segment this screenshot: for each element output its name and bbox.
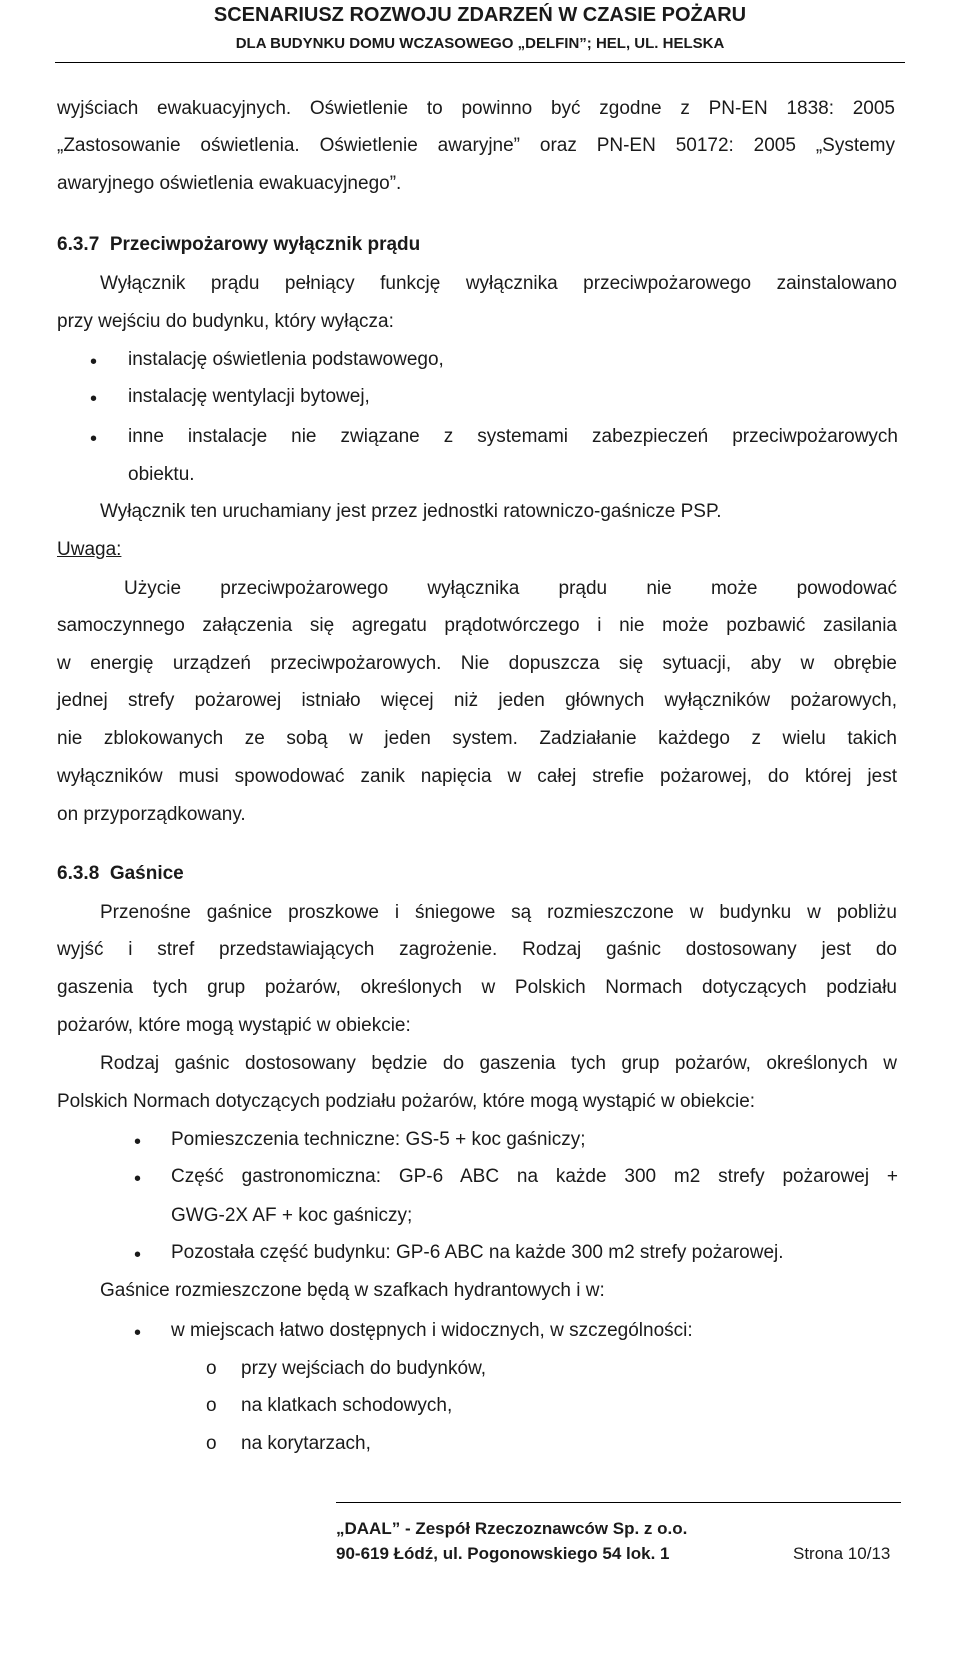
section-6-3-8-paragraph-line: pożarów, które mogą wystąpić w obiekcie:	[57, 1015, 411, 1036]
section-6-3-8-paragraph-line: Przenośne gaśnice proszkowe i śniegowe są rozmieszczone w budynku w pobliżu	[100, 902, 897, 923]
list-item: Pozostała część budynku: GP-6 ABC na każde 300 m2 strefy pożarowej.	[171, 1242, 784, 1263]
sub-list-marker: o	[206, 1433, 217, 1454]
note-line: nie zblokowanych ze sobą w jeden system. Zadziałanie każdego z wielu takich	[57, 728, 897, 749]
section-heading-6-3-8: 6.3.8 Gaśnice	[57, 863, 184, 884]
list-bullet: •	[90, 428, 98, 450]
list-item: inne instalacje nie związane z systemami zabezpieczeń przeciwpożarowych	[128, 426, 898, 447]
section-6-3-8-paragraph-line: gaszenia tych grup pożarów, określonych w Polskich Normach dotyczących podziału	[57, 977, 897, 998]
note-line: jednej strefy pożarowej istniało więcej niż jeden głównych wyłączników pożarowych,	[57, 690, 897, 711]
sub-list-item: na klatkach schodowych,	[241, 1395, 453, 1416]
section-6-3-8-paragraph-2-line: Polskich Normach dotyczących podziału pożarów, które mogą wystąpić w obiekcie:	[57, 1091, 756, 1112]
note-line: Użycie przeciwpożarowego wyłącznika prądu nie może powodować	[124, 578, 897, 599]
list-item: instalację wentylacji bytowej,	[128, 386, 370, 407]
list-bullet: •	[90, 351, 98, 373]
section-heading-6-3-7: 6.3.7 Przeciwpożarowy wyłącznik prądu	[57, 234, 421, 255]
section-6-3-8-paragraph-line: wyjść i stref przedstawiających zagrożenie. Rodzaj gaśnic dostosowany jest do	[57, 939, 897, 960]
sub-list-item: przy wejściach do budynków,	[241, 1358, 487, 1379]
section-6-3-7-paragraph-2: Wyłącznik ten uruchamiany jest przez jednostki ratowniczo-gaśnicze PSP.	[100, 501, 722, 522]
list-item: instalację oświetlenia podstawowego,	[128, 349, 444, 370]
list-item: Część gastronomiczna: GP-6 ABC na każde 300 m2 strefy pożarowej +	[171, 1166, 898, 1187]
intro-line-1: wyjściach ewakuacyjnych. Oświetlenie to powinno być zgodne z PN-EN 1838: 2005	[57, 98, 895, 119]
note-line: samoczynnego załączenia się agregatu prądotwórczego i nie może pozbawić zasilania	[57, 615, 897, 636]
footer-address: 90-619 Łódź, ul. Pogonowskiego 54 lok. 1	[336, 1544, 670, 1563]
section-6-3-7-paragraph-line-2: przy wejściu do budynku, który wyłącza:	[57, 311, 394, 332]
list-item: w miejscach łatwo dostępnych i widocznych, w szczególności:	[171, 1320, 693, 1341]
note-line: on przyporządkowany.	[57, 804, 246, 825]
list-bullet: •	[90, 388, 98, 410]
header-divider	[55, 62, 905, 63]
intro-line-3: awaryjnego oświetlenia ewakuacyjnego”.	[57, 173, 402, 194]
list-item-continuation: GWG-2X AF + koc gaśniczy;	[171, 1205, 413, 1226]
footer-divider	[336, 1502, 901, 1503]
note-line: w energię urządzeń przeciwpożarowych. Nie dopuszcza się sytuacji, aby w obrębie	[57, 653, 897, 674]
list-item-continuation: obiektu.	[128, 464, 195, 485]
list-bullet: •	[134, 1168, 142, 1190]
note-line: wyłączników musi spowodować zanik napięcia w całej strefie pożarowej, do której jest	[57, 766, 897, 787]
list-bullet: •	[134, 1244, 142, 1266]
document-title: SCENARIUSZ ROZWOJU ZDARZEŃ W CZASIE POŻARU	[213, 4, 747, 26]
note-label: Uwaga:	[57, 539, 122, 560]
list-bullet: •	[134, 1131, 142, 1153]
page-number: Strona 10/13	[793, 1544, 891, 1563]
section-6-3-7-paragraph-line-1: Wyłącznik prądu pełniący funkcję wyłącznika przeciwpożarowego zainstalowano	[100, 273, 897, 294]
section-6-3-8-paragraph-3: Gaśnice rozmieszczone będą w szafkach hydrantowych i w:	[100, 1280, 605, 1301]
sub-list-item: na korytarzach,	[241, 1433, 371, 1454]
list-bullet: •	[134, 1322, 142, 1344]
document-subtitle: DLA BUDYNKU DOMU WCZASOWEGO „DELFIN”; HEL, UL. HELSKA	[235, 35, 725, 52]
list-item: Pomieszczenia techniczne: GS-5 + koc gaśniczy;	[171, 1129, 586, 1150]
sub-list-marker: o	[206, 1358, 217, 1379]
section-6-3-8-paragraph-2-line: Rodzaj gaśnic dostosowany będzie do gaszenia tych grup pożarów, określonych w	[100, 1053, 897, 1074]
sub-list-marker: o	[206, 1395, 217, 1416]
footer-company: „DAAL” - Zespół Rzeczoznawców Sp. z o.o.	[336, 1519, 688, 1538]
intro-line-2: „Zastosowanie oświetlenia. Oświetlenie awaryjne” oraz PN-EN 50172: 2005 „Systemy	[57, 135, 895, 156]
